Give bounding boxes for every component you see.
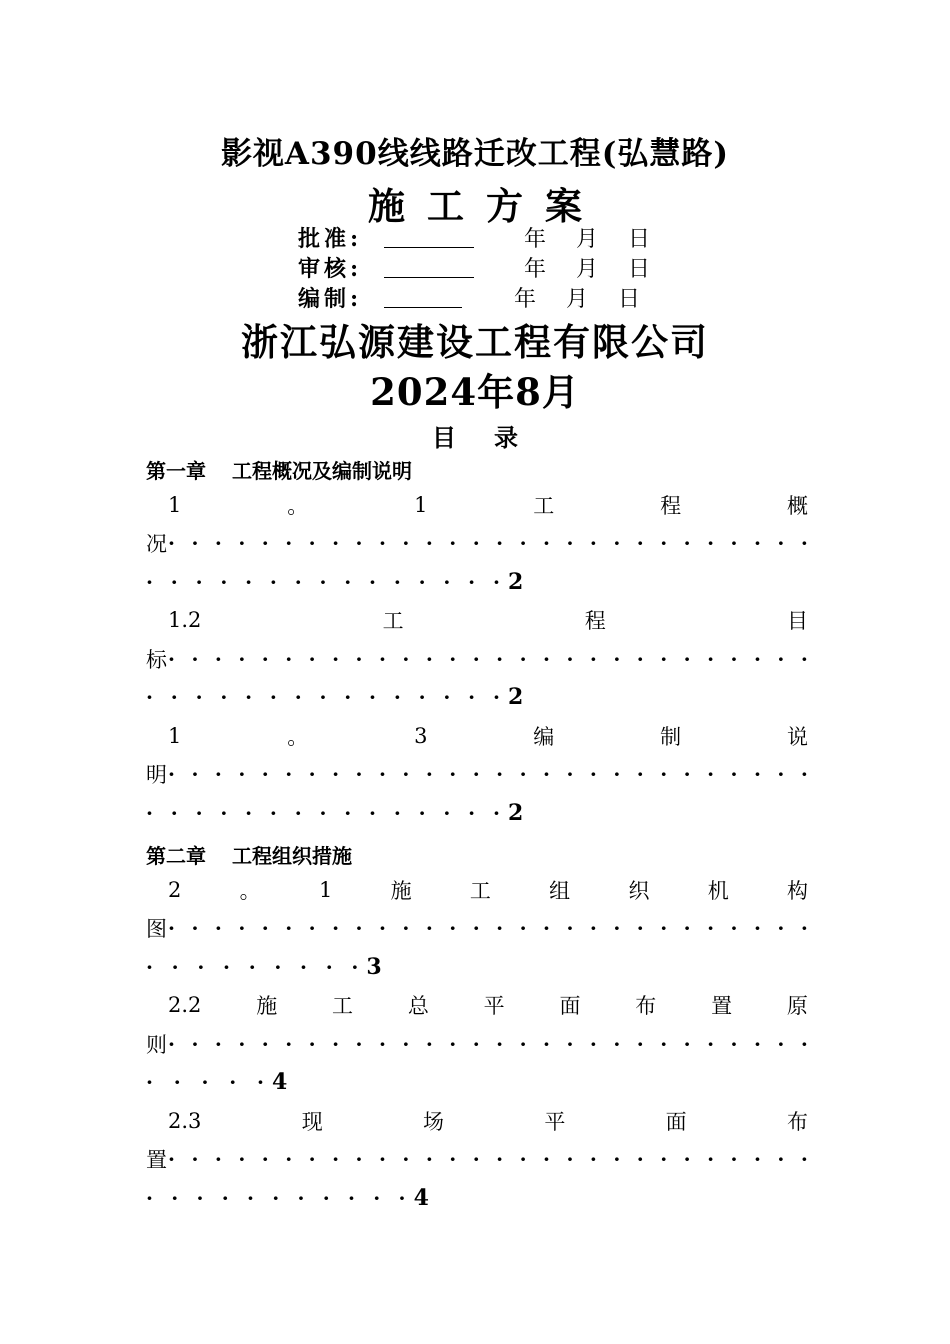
year-label: 年 xyxy=(524,257,547,282)
toc-entry-text: 明 xyxy=(146,763,167,787)
toc-entry-text: 况 xyxy=(146,532,167,556)
day-label: 日 xyxy=(628,227,651,252)
toc-leader-end xyxy=(146,1183,429,1213)
review-signature-blank[interactable] xyxy=(384,257,474,278)
toc-leader-line xyxy=(146,1029,808,1059)
toc-entry-text: 1 xyxy=(318,877,333,902)
toc-chapter-heading[interactable] xyxy=(146,840,352,869)
toc-entry-text: 1.2 xyxy=(168,608,202,632)
toc-entry-text: 平 xyxy=(544,1109,566,1134)
toc-entry-text: 制 xyxy=(660,724,682,749)
document-title: 影视A390线线路迁改工程(弘慧路) xyxy=(220,136,730,172)
toc-entry-text: 场 xyxy=(423,1109,445,1134)
toc-leader-line xyxy=(146,759,808,789)
toc-entry-text: 。 xyxy=(287,493,309,518)
toc-entry-line[interactable] xyxy=(146,875,808,905)
toc-leader-line xyxy=(146,528,808,558)
prepared-line xyxy=(298,282,670,313)
toc-entry-text: 置 xyxy=(146,1148,167,1172)
toc-entry-text: 程 xyxy=(584,609,606,633)
toc-entry-text: 织 xyxy=(628,878,650,903)
toc-entry-text: 构 xyxy=(787,878,808,903)
dot-leader: · · · · · xyxy=(146,1070,264,1094)
prepared-signature-blank[interactable] xyxy=(384,287,462,308)
toc-entry-text: 1 xyxy=(414,492,428,517)
toc-entry-text: 工 xyxy=(382,609,404,633)
dot-leader: · · · · · · · · · · · · · · · · · · · · · · · · · · · · xyxy=(168,646,808,671)
toc-entry-text: 。 xyxy=(239,878,261,903)
month-label: 月 xyxy=(576,257,599,282)
review-line xyxy=(298,252,680,283)
toc-entry-text: 说 xyxy=(786,724,808,749)
toc-entry-text: 布 xyxy=(635,994,657,1018)
review-label: 审核: xyxy=(298,256,363,282)
company-name: 浙江弘源建设工程有限公司 xyxy=(241,320,709,364)
toc-entry-text: 1 xyxy=(168,723,182,748)
chapter-label: 第一章 xyxy=(146,459,206,483)
toc-entry-text: 1 xyxy=(168,492,182,517)
document-subtitle: 施工方案 xyxy=(368,184,604,228)
toc-leader-line xyxy=(146,644,808,674)
year-label: 年 xyxy=(514,287,537,312)
toc-entry-line[interactable] xyxy=(146,605,808,635)
toc-entry-text: 目 xyxy=(786,609,808,633)
dot-leader: · · · · · · · · · · · · · · · · · · · · · · · · · · · · xyxy=(168,1147,808,1171)
dot-leader: · · · · · · · · · · · · · · · xyxy=(146,685,500,709)
toc-page-number: 4 xyxy=(272,1069,288,1095)
toc-entry-text: 图 xyxy=(146,917,167,941)
toc-entry-text: 工 xyxy=(332,994,354,1018)
toc-leader-line xyxy=(146,913,808,943)
chapter-title: 工程概况及编制说明 xyxy=(232,459,412,483)
toc-leader-line xyxy=(146,1144,808,1174)
toc-page-number: 2 xyxy=(508,684,524,710)
chapter-title: 工程组织措施 xyxy=(232,844,352,868)
toc-entry-text: 2.3 xyxy=(168,1108,202,1133)
toc-page-number: 4 xyxy=(413,1184,429,1211)
toc-leader-end xyxy=(146,952,382,982)
toc-page-number: 2 xyxy=(508,568,524,595)
dot-leader: · · · · · · · · · · · · · · · · · · · · · · · · · · · · xyxy=(168,762,808,786)
toc-entry-text: 施 xyxy=(256,994,278,1018)
toc-entry-text: 。 xyxy=(287,724,309,749)
document-date: 2024年8月 xyxy=(370,370,580,414)
toc-entry-text: 置 xyxy=(711,994,733,1018)
prepared-label: 编制: xyxy=(298,286,363,312)
toc-leader-end xyxy=(146,1067,287,1097)
toc-entry-text: 概 xyxy=(786,493,808,518)
day-label: 日 xyxy=(618,287,641,312)
toc-entry-text: 则 xyxy=(146,1032,167,1057)
dot-leader: · · · · · · · · · · · · · · · xyxy=(146,569,500,594)
toc-entry-text: 原 xyxy=(786,994,808,1018)
dot-leader: · · · · · · · · · · · · · · · · · · · · · · · · · · · · xyxy=(168,531,808,555)
toc-entry-text: 2.2 xyxy=(168,993,202,1017)
toc-page-number: 3 xyxy=(366,953,382,980)
toc-entry-text: 标 xyxy=(146,647,167,672)
toc-entry-text: 3 xyxy=(414,723,428,748)
toc-leader-end xyxy=(146,798,523,828)
toc-entry-text: 工 xyxy=(533,493,555,518)
toc-title: 目录 xyxy=(432,423,556,452)
dot-leader: · · · · · · · · · · · · · · · · · · · · · · · · · · · · xyxy=(168,916,808,940)
toc-page-number: 2 xyxy=(508,799,524,826)
toc-entry-text: 平 xyxy=(483,994,505,1018)
toc-entry-text: 组 xyxy=(549,878,571,903)
toc-entry-text: 程 xyxy=(660,493,682,518)
dot-leader: · · · · · · · · · · · xyxy=(146,1185,406,1210)
approval-line xyxy=(298,222,680,253)
toc-leader-end xyxy=(146,567,523,597)
dot-leader: · · · · · · · · · · · · · · · · · · · · · · · · · · · · xyxy=(168,1031,808,1056)
toc-entry-text: 机 xyxy=(707,878,729,903)
approval-signature-blank[interactable] xyxy=(384,227,474,248)
toc-entry-line[interactable] xyxy=(146,721,808,751)
toc-entry-text: 2 xyxy=(168,877,182,902)
approval-label: 批准: xyxy=(298,226,363,252)
toc-entry-text: 施 xyxy=(390,878,412,903)
year-label: 年 xyxy=(524,227,547,252)
toc-entry-text: 工 xyxy=(469,878,491,903)
toc-chapter-heading[interactable] xyxy=(146,455,412,484)
toc-entry-text: 编 xyxy=(533,724,555,749)
toc-entry-line[interactable] xyxy=(146,1106,808,1136)
toc-entry-text: 面 xyxy=(665,1109,687,1134)
toc-leader-end xyxy=(146,682,523,712)
toc-entry-text: 总 xyxy=(407,994,429,1018)
toc-entry-text: 面 xyxy=(559,994,581,1018)
day-label: 日 xyxy=(628,257,651,282)
chapter-label: 第二章 xyxy=(146,844,206,868)
toc-entry-line[interactable] xyxy=(146,490,808,520)
month-label: 月 xyxy=(566,287,589,312)
month-label: 月 xyxy=(576,227,599,252)
dot-leader: · · · · · · · · · xyxy=(146,954,359,979)
toc-entry-line[interactable] xyxy=(146,990,808,1020)
toc-entry-text: 现 xyxy=(301,1109,323,1134)
dot-leader: · · · · · · · · · · · · · · · xyxy=(146,800,500,825)
toc-entry-text: 布 xyxy=(786,1109,808,1134)
